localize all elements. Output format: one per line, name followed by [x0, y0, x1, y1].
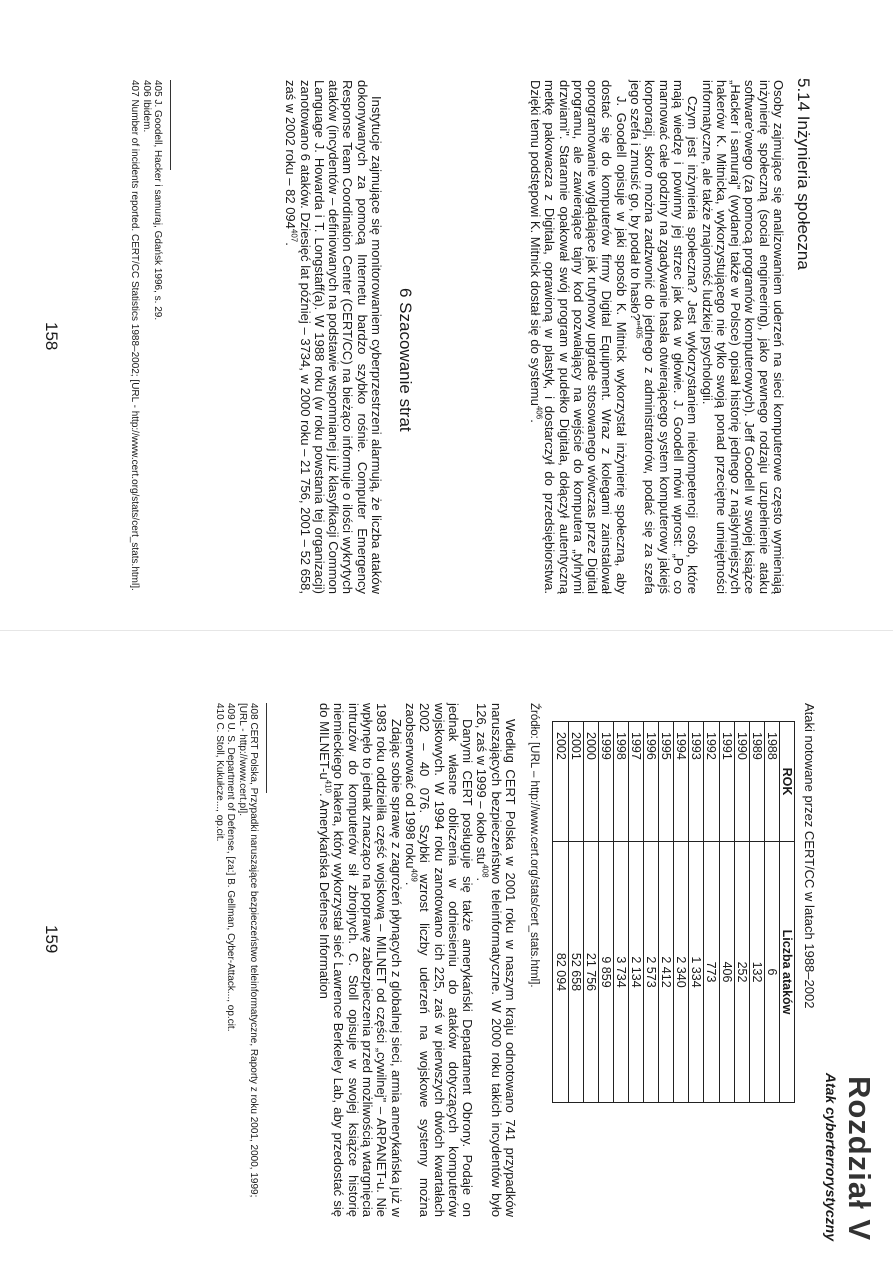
attacks-table — [553, 721, 796, 1103]
footnotes — [214, 703, 259, 1217]
attack-count-cell: 773 — [704, 842, 719, 1103]
table-caption: Ataki notowane przez CERT/CC w latach 1988–2002 — [802, 703, 817, 1009]
table-row — [674, 722, 689, 1103]
attack-count-cell: 132 — [749, 842, 764, 1103]
page-number: 159 — [42, 925, 61, 954]
table-row — [764, 722, 779, 1103]
footnote-ref: 407 — [289, 228, 299, 243]
attack-count-cell: 252 — [734, 842, 749, 1103]
footnote-divider — [266, 703, 267, 793]
paragraph — [317, 703, 403, 1217]
table-row — [734, 722, 749, 1103]
year-cell: 2000 — [583, 722, 598, 842]
table-row — [598, 722, 613, 1103]
footnote-ref: 406 — [534, 405, 544, 420]
footnote: 409 U. S. Department of Defense, [za:] B. Gellman, Cyber-Attack..., op.cit. — [225, 703, 237, 1032]
year-cell: 1993 — [689, 722, 704, 842]
table-row — [749, 722, 764, 1103]
attack-count-cell: 52 658 — [568, 842, 583, 1103]
footnote: 406 Ibidem. — [140, 80, 152, 133]
footnote: 405 J. Goodell, Hacker i samuraj, Gdańsk 1996, s. 29. — [152, 80, 163, 321]
paragraph: Według CERT Polska w 2001 roku w naszym kraju odnotowano 741 przypadków naruszających bezpieczeństwo teleinformatyczne. W 2000 roku takich incydentów było 126, zaś w 1999 – około stu$^{408}$. — [474, 703, 518, 1217]
footnote: 408 CERT Polska, Przypadki naruszające bezpieczeństwo teleinformatyczne, Raporty z roku 2001, 2000, 1999; [URL - http://www.cert.pl]. — [236, 703, 259, 1198]
year-cell: 2001 — [568, 722, 583, 842]
chapter-title: Rozdział V — [842, 1075, 877, 1241]
column-header-attacks: Liczba ataków — [779, 842, 794, 1103]
paragraph — [628, 80, 699, 594]
table-header-row — [779, 722, 794, 1103]
chapter-header — [823, 1073, 877, 1241]
chapter-subtitle: Atak cyberterrorystyczny — [823, 1072, 839, 1241]
table-row — [613, 722, 628, 1103]
paragraph: J. Goodell opisuje w jaki sposób K. Mitnick wykorzystał inżynierię społeczną, aby dostać się do komputerów firmy Digital Equipment. Wraz z kolegami zainstalował oprogramowanie wyglądające jak rutynowy upgrade stosowanego wówczas przez Digital programu, ale zawierające tajny kod pozwalający na wejście do komputera „tylnymi drzwiami". Starannie opakował swój program w pudełko Digitala, dołączył autentyczną metkę pakowacza z Digitala, oprawioną w plastyk, i dostarczył do przedsiębiorstwa. Dzięki temu podstępowi K. Mitnick dostał się do systemu$^{406}$. — [527, 80, 629, 594]
paragraph-text: J. Goodell opisuje w jaki sposób K. Mitnick wykorzystał inżynierię społeczną, aby dostać się do komputerów firmy Digital Equipment. Wraz z kolegami zainstalował oprogramowanie wyglądające jak rutynowy upgrade stosowanego wówczas przez Digital programu, ale zawierające tajny kod pozwalający na wejście do komputera „tylnymi drzwiami". Starannie opakował swój program w pudełko Digitala, dołączył autentyczną metkę pakowacza z Digitala, oprawioną w plastyk, i dostarczył do przedsiębiorstwa. Dzięki temu podstępowi K. Mitnick dostał się do systemu — [527, 80, 629, 594]
paragraph-text: Zdając sobie sprawę z zagrożeń płynących z globalnej sieci, armia amerykańska już w 1983 roku oddzieliła część wojskową – MILNET od części „cywilnej" – ARPANET-u. Nie wpłynęło to jednak znacząco na poprawę zabezpieczenia przed możliwością wtargnięcia intruzów do komputerów sił zbrojnych. C. Stoll opisuje w swojej książce historię niemieckiego hakera, który wykorzystał sieć Lawrence Berkeley Lab, aby przedostać się do MILNET-u — [317, 703, 404, 1217]
footnote-ref: 409 — [409, 868, 419, 882]
footnotes — [129, 80, 163, 594]
year-cell: 1988 — [764, 722, 779, 842]
table-row — [568, 722, 583, 1103]
attack-count-cell: 1 334 — [689, 842, 704, 1103]
paragraph: Osoby zajmujące się analizowaniem uderzeń na sieci komputerowe często wymieniają inżynierię społeczną (social engineering), jako pewnego rodzaju uzupełnienie ataku software'owego (za pomocą programów komputerowych). Jeff Goodell w swojej książce „Hacker i samuraj" (wydanej także w Polsce) opisał historię jednego z najsłynniejszych hakerów K. Mitnicka, wykorzystującego nie tylko swoją ponad przeciętne umiejętności informatyczne, ale także znajomość ludzkiej psychologii. — [699, 80, 786, 594]
page-159 — [0, 635, 893, 1263]
footnote-ref: 408 — [480, 864, 490, 878]
paragraph-text: . Amerykańska Defense Information — [317, 792, 333, 999]
table-row — [644, 722, 659, 1103]
paragraph-text: Czym jest inżynieria społeczna? Jest wykorzystaniem niekompetencji osób, które mają wiedzę i powinny jej strzec jak oka w głowie. J. Goodell mówi wprost: „Po co marnować całe godziny na zgadywanie hasła otwierającego system komputerowy jakiejś korporacji, skoro można zadzwonić do jednego z administratorów, podać się za szefa jego szefa i zmusić go, by podał to hasło?" — [628, 80, 701, 594]
table-source: Źródło: [URL – http://www.cert.org/stats/cert_stats.html]. — [528, 703, 540, 988]
column-header-year: ROK — [779, 722, 794, 842]
year-cell: 1990 — [734, 722, 749, 842]
paragraph: Instytucje zajmujące się monitorowaniem cyberprzestrzeni alarmują, że liczba ataków dokonywanych za pomocą Internetu bardzo szybko rośnie. Computer Emergency Response Team Coordination Center (CERT/CC) na bieżąco informuje o ilości wykrytych ataków (incydentów – definiowanych na podstawie wspomnianej już klasyfikacji Common Language J. Howarda i T. Longstaff(a). W 1988 roku (w roku powstania tej organizacji) zanotowano 6 ataków. Dziesięć lat później – 3734, w 2000 roku – 21 756, 2001 – 52 658, zaś w 2002 roku – 82 $094^{407}$. — [283, 80, 384, 594]
paragraph-text: Instytucje zajmujące się monitorowaniem cyberprzestrzeni alarmują, że liczba ataków dokonywanych za pomocą Internetu bardzo szybko rośnie. Computer Emergency Response Team Coordination Center (CERT/CC) na bieżąco informuje o ilości wykrytych ataków (incydentów – definiowanych na podstawie wspomnianej już klasyfikacji Common Language J. Howarda i T. Longstaff(a). W 1988 roku (w roku powstania tej organizacji) zanotowano 6 ataków. Dziesięć lat później – 3734, w 2000 roku – 21 756, 2001 – 52 658, zaś w 2002 roku – 82 094 — [283, 80, 384, 594]
attack-count-cell: 2 134 — [628, 842, 643, 1103]
attack-count-cell: 2 340 — [674, 842, 689, 1103]
paragraph-text: Według CERT Polska w 2001 roku w naszym kraju odnotowano 741 przypadków naruszających bezpieczeństwo teleinformatyczne. W 2000 roku takich incydentów było 126, zaś w 1999 – około stu — [474, 703, 518, 1217]
right-page-body — [317, 703, 517, 1217]
attack-count-cell: 21 756 — [583, 842, 598, 1103]
paragraph: Danymi CERT posługuje się także amerykański Departament Obrony. Podaje on jednak własne obliczenia w odniesieniu do ataków dotyczących komputerów wojskowych. W 1994 roku zanotowano ich 225, zaś w pierwszych dwóch kwartałach 2002 – 40 076. Szybki wzrost liczby uderzeń na wojskowe systemy można zaobserwować od 1998 roku$^{409}$. — [402, 703, 476, 1217]
year-cell: 1992 — [704, 722, 719, 842]
attack-count-cell: 2 573 — [644, 842, 659, 1103]
footnote: 410 C. Stoll, Kukułcze..., op.cit. — [214, 703, 226, 842]
year-cell: 1999 — [598, 722, 613, 842]
footnote: 407 Number of incidents reported. CERT/CC Statistics 1988–2002; [URL - http://www.cert.org/stats/cert_stats.html]. — [129, 80, 141, 591]
attack-count-cell: 6 — [764, 842, 779, 1103]
section-title-loss-estimation: 6 Szacowanie strat — [396, 288, 415, 432]
year-cell: 1991 — [719, 722, 734, 842]
year-cell: 1994 — [674, 722, 689, 842]
footnote-ref: 405 — [634, 325, 644, 339]
year-cell: 1989 — [749, 722, 764, 842]
year-cell: 1997 — [628, 722, 643, 842]
section-5-14-body — [528, 80, 785, 594]
attack-count-cell: 3 734 — [613, 842, 628, 1103]
year-cell: 1996 — [644, 722, 659, 842]
page-fold — [0, 630, 893, 631]
paragraph-text: Danymi CERT posługuje się także amerykański Departament Obrony. Podaje on jednak własne obliczenia w odniesieniu do ataków dotyczących komputerów wojskowych. W 1994 roku zanotowano ich 225, zaś w pierwszych dwóch kwartałach 2002 – 40 076. Szybki wzrost liczby uderzeń na wojskowe systemy można zaobserwować od 1998 roku — [402, 703, 476, 1217]
section-6-body — [283, 80, 383, 594]
table-row — [583, 722, 598, 1103]
footnote-divider — [170, 80, 171, 170]
footnote-ref: 410 — [323, 779, 333, 793]
page-number: 158 — [42, 322, 61, 351]
year-cell: 2002 — [553, 722, 568, 842]
table-row — [553, 722, 568, 1103]
attack-count-cell: 406 — [719, 842, 734, 1103]
year-cell: 1998 — [613, 722, 628, 842]
table-row — [689, 722, 704, 1103]
attack-count-cell: 9 859 — [598, 842, 613, 1103]
table-row — [659, 722, 674, 1103]
table-row — [704, 722, 719, 1103]
attack-count-cell: 82 094 — [553, 842, 568, 1103]
page-158 — [0, 0, 893, 630]
table-row — [628, 722, 643, 1103]
year-cell: 1995 — [659, 722, 674, 842]
table-row — [719, 722, 734, 1103]
attack-count-cell: 2 412 — [659, 842, 674, 1103]
section-title-social-engineering: 5.14 Inżynieria społeczna — [794, 78, 813, 270]
